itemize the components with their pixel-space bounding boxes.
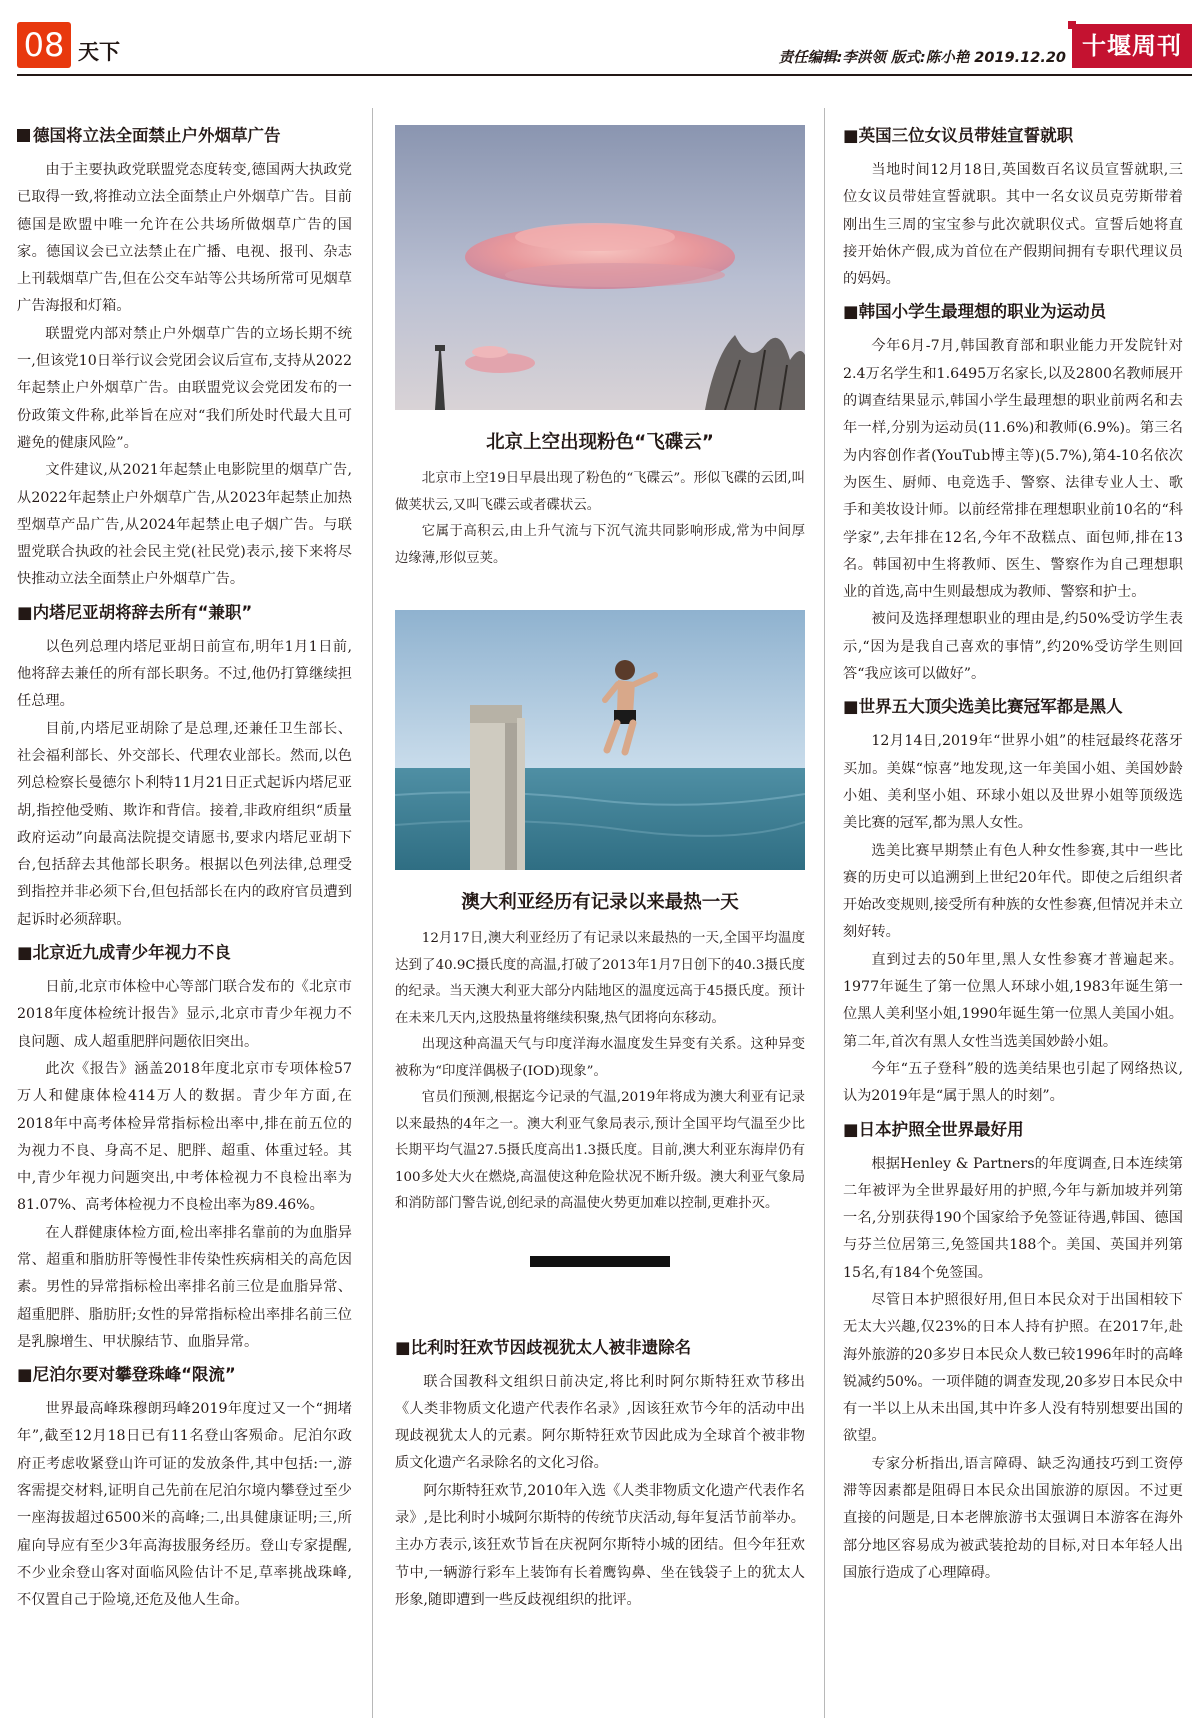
article-paragraph: 被问及选择理想职业的理由是,约50%受访学生表示,“因为是我自己喜欢的事情”,约20%受访学生则回答“我应该可以做好”。: [843, 611, 1183, 683]
photo-caption-text: 出现这种高温天气与印度洋海水温度发生异变有关系。这种异变被称为“印度洋偶极子(IOD)现象”。: [395, 1037, 805, 1079]
article-heading: ■比利时狂欢节因歧视犹太人被非遗除名: [395, 1337, 692, 1357]
article-heading: 德国将立法全面禁止户外烟草广告: [17, 125, 352, 147]
article-paragraph: 在人群健康体检方面,检出率排名靠前的为血脂异常、超重和脂肪肝等慢性非传染性疾病相关的高危因素。男性的异常指标检出率排名前三位是血脂异常、超重肥胖、脂肪肝;女性的异常指标检出率排名前三位是乳腺增生、甲状腺结节、血脂异常。: [17, 1224, 352, 1350]
article-beijing-vision: [17, 942, 352, 1356]
article-belgium-carnival: [395, 1337, 805, 1615]
decorative-bar: [530, 1256, 670, 1267]
article-korea-careers: [843, 301, 1183, 688]
sea-jump-photo: [395, 610, 805, 870]
article-paragraph: 联合国教科文组织日前决定,将比利时阿尔斯特狂欢节移出《人类非物质文化遗产代表作名录》,因该狂欢节今年的活动中出现歧视犹太人的元素。阿尔斯特狂欢节因此成为全球首个被非物质文化遗产名录除名的文化习俗。: [395, 1373, 805, 1472]
article-heading: ■日本护照全世界最好用: [843, 1119, 1024, 1139]
article-uk-mps: [843, 125, 1183, 293]
article-heading: ■尼泊尔要对攀登珠峰“限流”: [17, 1365, 236, 1385]
right-column: [843, 125, 1183, 1595]
page-number: 08: [17, 22, 71, 68]
column-divider: [372, 108, 373, 1718]
article-paragraph: 选美比赛早期禁止有色人种女性参赛,其中一些比赛的历史可以追溯到上世纪20年代。即使之后组织者开始改变规则,接受所有种族的女性参赛,但情况并未立刻好转。: [843, 842, 1183, 941]
article-heading: ■北京近九成青少年视力不良: [17, 943, 231, 963]
pink-cloud-photo: [395, 125, 805, 410]
article-paragraph: 日前,北京市体检中心等部门联合发布的《北京市2018年度体检统计报告》显示,北京市青少年视力不良问题、成人超重肥胖问题依旧突出。: [17, 979, 352, 1050]
page-header: [0, 0, 1200, 78]
header-rule: [17, 74, 1192, 76]
article-paragraph: 今年6月-7月,韩国教育部和职业能力开发院针对2.4万名学生和1.6495万名家长,以及2800名教师展开的调查结果显示,韩国小学生最理想的职业前两名和去年一样,分别为运动员(11.6%)和教师(6.9%)。第三名为内容创作者(YouTub博主等)(5.7%),第4-10名依次为医生、厨师、电竞选手、警察、法律专业人士、歌手和美妆设计师。以前经常排在理想职业前10名的“科学家”,去年排在12名,今年不敌糕点、面包师,排在13名。韩国初中生将教师、医生、警察作为自己理想职业的首选,高中生则最想成为教师、警察和护士。: [843, 338, 1183, 601]
article-paragraph: 专家分析指出,语言障碍、缺乏沟通技巧到工资停滞等因素都是阻碍日本民众出国旅游的原因。不过更直接的问题是,日本老牌旅游书太强调日本游客在海外部分地区容易成为被武装抢劫的目标,对日本年轻人出国旅行造成了心理障碍。: [843, 1455, 1183, 1581]
article-paragraph: 由于主要执政党联盟党态度转变,德国两大执政党已取得一致,将推动立法全面禁止户外烟草广告。目前德国是欧盟中唯一允许在公共场所做烟草广告的国家。德国议会已立法禁止在广播、电视、报刊、杂志上刊载烟草广告,但在公交车站等公共场所常可见烟草广告海报和灯箱。: [17, 162, 352, 315]
article-paragraph: 今年“五子登科”般的选美结果也引起了网络热议,认为2019年是“属于黑人的时刻”。: [843, 1060, 1183, 1105]
article-japan-passport: [843, 1119, 1183, 1588]
article-paragraph: 阿尔斯特狂欢节,2010年入选《人类非物质文化遗产代表作名录》,是比利时小城阿尔斯特的传统节庆活动,每年复活节前举办。主办方表示,该狂欢节旨在庆祝阿尔斯特小城的团结。但今年狂欢节中,一辆游行彩车上装饰有长着鹰钩鼻、坐在钱袋子上的犹太人形象,随即遭到一些反歧视组织的批评。: [395, 1482, 805, 1608]
article-nepal-everest: [17, 1364, 352, 1614]
article-heading: ■英国三位女议员带娃宣誓就职: [843, 126, 1074, 145]
article-netanyahu: [17, 602, 352, 934]
article-paragraph: 联盟党内部对禁止户外烟草广告的立场长期不统一,但该党10日举行议会党团会议后宣布,支持从2022年起禁止户外烟草广告。由联盟党议会党团发布的一份政策文件称,此举旨在应对“我们所处时代最大且可避免的健康风险”。: [17, 325, 352, 451]
article-heading: ■世界五大顶尖选美比赛冠军都是黑人: [843, 697, 1123, 717]
editor-info: 责任编辑:李洪领 版式:陈小艳 2019.12.20: [778, 50, 1066, 66]
left-column: [17, 125, 352, 1623]
photo-caption-text: 北京市上空19日早晨出现了粉色的“飞碟云”。形似飞碟的云团,叫做荚状云,又叫飞碟云或者碟状云。: [395, 471, 805, 513]
article-heading: ■内塔尼亚胡将辞去所有“兼职”: [17, 602, 253, 622]
middle-column: [395, 125, 805, 1622]
column-divider: [824, 108, 825, 1718]
photo-caption-text: 它属于高积云,由上升气流与下沉气流共同影响形成,常为中间厚边缘薄,形似豆荚。: [395, 524, 805, 566]
photo-caption-text: 12月17日,澳大利亚经历了有记录以来最热的一天,全国平均温度达到了40.9C摄氏度的高温,打破了2013年1月7日创下的40.3摄氏度的纪录。当天澳大利亚大部分内陆地区的温度远高于45摄氏度。预计在未来几天内,这股热量将继续积聚,热气团将向东移动。: [395, 931, 805, 1026]
article-paragraph: 世界最高峰珠穆朗玛峰2019年度过又一个“拥堵年”,截至12月18日已有11名登山客殒命。尼泊尔政府正考虑收紧登山许可证的发放条件,其中包括:一,游客需提交材料,证明自己先前在尼泊尔境内攀登过至少一座海拔超过6500米的高峰;二,出具健康证明;三,所雇向导应有至少3年高海拔服务经历。登山专家提醒,不少业余登山客对面临风险估计不足,草率挑战珠峰,不仅置自己于险境,还危及他人生命。: [17, 1401, 352, 1609]
article-paragraph: 直到过去的50年里,黑人女性参赛才普遍起来。1977年诞生了第一位黑人环球小姐,1983年诞生第一位黑人美利坚小姐,1990年诞生第一位黑人美国小姐。第二年,首次有黑人女性当选美国妙龄小姐。: [843, 951, 1183, 1050]
article-paragraph: 此次《报告》涵盖2018年度北京市专项体检57万人和健康体检414万人的数据。青少年方面,在2018年中高考体检异常指标检出率中,排在前五位的为视力不良、身高不足、肥胖、超重、体重过轻。其中,青少年视力问题突出,中考体检视力不良检出率为81.07%、高考体检视力不良检出率为89.46%。: [17, 1060, 352, 1214]
section-name: 天下: [78, 40, 120, 64]
article-paragraph: 根据Henley & Partners的年度调查,日本连续第二年被评为全世界最好用的护照,今年与新加坡并列第一名,分别获得190个国家给予免签证待遇,韩国、德国与芬兰位居第三,免签国共188个。美国、英国并列第15名,有184个免签国。: [843, 1155, 1183, 1281]
photo-caption-title: 澳大利亚经历有记录以来最热一天: [461, 892, 739, 913]
masthead-logo: 十堰周刊: [1072, 24, 1192, 68]
article-paragraph: 以色列总理内塔尼亚胡日前宣布,明年1月1日前,他将辞去兼任的所有部长职务。不过,他仍打算继续担任总理。: [17, 638, 352, 710]
article-paragraph: 尽管日本护照很好用,但日本民众对于出国相较下无太大兴趣,仅23%的日本人持有护照。在2017年,赴海外旅游的20多岁日本民众人数已较1996年时的高峰锐减约50%。一项伴随的调查发现,20多岁日本民众中有一半以上从未出国,其中许多人没有特别想要出国的欲望。: [843, 1291, 1183, 1445]
photo-caption-title: 北京上空出现粉色“飞碟云”: [486, 432, 714, 453]
article-paragraph: 目前,内塔尼亚胡除了是总理,还兼任卫生部长、社会福利部长、外交部长、代理农业部长。然而,以色列总检察长曼德尔卜利特11月21日正式起诉内塔尼亚胡,指控他受贿、欺诈和背信。接着,非政府组织“质量政府运动”向最高法院提交请愿书,要求内塔尼亚胡下台,包括辞去其他部长职务。根据以色列法律,总理受到指控并非必须下台,但包括部长在内的政府官员遭到起诉时必须辞职。: [17, 720, 352, 928]
article-paragraph: 当地时间12月18日,英国数百名议员宣誓就职,三位女议员带娃宣誓就职。其中一名女议员克劳斯带着刚出生三周的宝宝参与此次就职仪式。宣誓后她将直接开始休产假,成为首位在产假期间拥有专职代理议员的妈妈。: [843, 162, 1183, 288]
article-paragraph: 文件建议,从2021年起禁止电影院里的烟草广告,从2022年起禁止户外烟草广告,从2023年起禁止加热型烟草产品广告,从2024年起禁止电子烟广告。与联盟党联合执政的社会民主党(社民党)表示,接下来将尽快推动立法全面禁止户外烟草广告。: [17, 462, 352, 588]
article-paragraph: 12月14日,2019年“世界小姐”的桂冠最终花落牙买加。美媒“惊喜”地发现,这一年美国小姐、美国妙龄小姐、美利坚小姐、环球小姐以及世界小姐等顶级选美比赛的冠军,都为黑人女性。: [843, 733, 1183, 832]
article-heading: ■韩国小学生最理想的职业为运动员: [843, 302, 1107, 322]
article-germany-tobacco: [17, 125, 352, 594]
article-beauty-pageants: [843, 696, 1183, 1110]
photo-caption-text: 官员们预测,根据迄今记录的气温,2019年将成为澳大利亚有记录以来最热的4年之一。澳大利亚气象局表示,预计全国平均气温至少比长期平均气温27.5摄氏度高出1.3摄氏度。目前,澳大利亚东海岸仍有100多处大火在燃烧,高温使这种危险状况不断升级。澳大利亚气象局和消防部门警告说,创纪录的高温使火势更加难以控制,更难扑灭。: [395, 1090, 805, 1211]
